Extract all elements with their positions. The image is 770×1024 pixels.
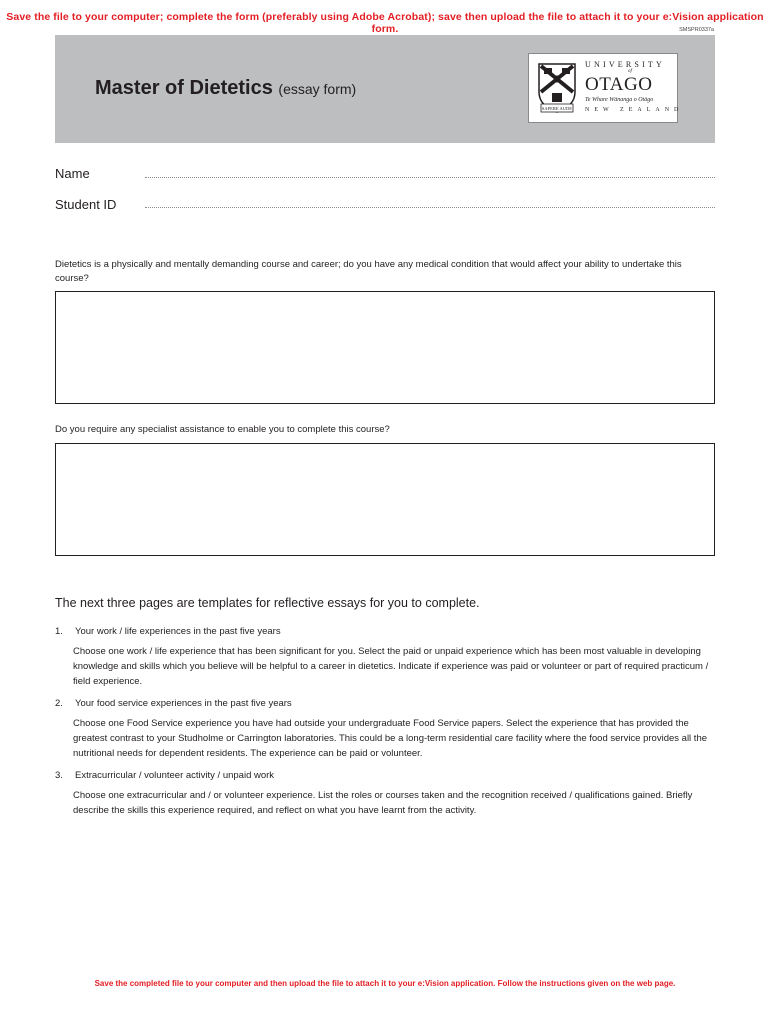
essay-heading (55, 770, 715, 784)
crest-motto: SAPERE AUDE (541, 106, 573, 111)
essay-title: Your work / life experiences in the past five years (75, 626, 281, 637)
logo-otago-text: OTAGO (585, 74, 653, 95)
form-title (95, 77, 356, 100)
logo-country: NEW ZEALAND (585, 107, 684, 113)
assistance-answer-box[interactable] (55, 443, 715, 556)
essay-description: Choose one extracurricular and / or volunteer experience. List the roles or courses taken and the recognition received / qualifications gained. Briefly describe the skills this experience required, and reflect on what you have learnt from the activity. (73, 790, 693, 816)
essay-item (55, 770, 715, 818)
name-label: Name (55, 166, 90, 181)
essay-heading (55, 698, 715, 712)
essay-description: Choose one work / life experience that has been significant for you. Select the paid or unpaid experience which has been most valuable in developing knowledge and skills which you believe will be helpful to a career in dietetics. Indicate if experience was paid or volunteer or part of required practicum / field experience. (73, 646, 709, 687)
logo-university-text: UNIVERSITY (585, 60, 665, 69)
essay-number: 1. (55, 626, 63, 637)
form-subtitle: (essay form) (278, 81, 357, 97)
university-crest-icon (537, 62, 577, 114)
logo-maori-name: Te Whare Wānanga o Otāgo (585, 97, 654, 103)
essay-item (55, 626, 715, 689)
essay-item (55, 698, 715, 761)
medical-condition-question: Dietetics is a physically and mentally demanding course and career; do you have any medical condition that would affect your ability to undertake this course? (55, 259, 682, 284)
assistance-question: Do you require any specialist assistance to enable you to complete this course? (55, 424, 390, 435)
essay-heading (55, 626, 715, 640)
bottom-notice: Save the completed file to your computer and then upload the file to attach it to your e:Vision application. Follow the instructions given on the web page. (94, 979, 676, 988)
header-band (55, 35, 715, 143)
student-id-field[interactable] (145, 207, 715, 208)
essay-number: 3. (55, 770, 63, 781)
form-title-text: Master of Dietetics (95, 77, 273, 99)
medical-condition-answer-box[interactable] (55, 291, 715, 404)
essays-intro: The next three pages are templates for reflective essays for you to complete. (55, 596, 480, 610)
essay-title: Your food service experiences in the past five years (75, 698, 292, 709)
name-field[interactable] (145, 177, 715, 178)
university-logo (528, 53, 684, 123)
form-code: SMSPR0337a (679, 27, 714, 33)
essay-number: 2. (55, 698, 63, 709)
student-id-label: Student ID (55, 197, 117, 212)
essay-description: Choose one Food Service experience you have had outside your undergraduate Food Service papers. Select the experience that has provided the greatest contrast to your Studholme or Carrington laboratories. This could be a long-term residential care facility where the food service provides all the nutritional needs for dependent residents. The experience can be paid or volunteer. (73, 718, 708, 759)
essay-title: Extracurricular / volunteer activity / unpaid work (75, 770, 275, 781)
logo-of-text: of (628, 69, 632, 74)
top-notice: Save the file to your computer; complete the form (preferably using Adobe Acrobat); save then upload the file to attach it to your e:Vision application form. (6, 11, 764, 35)
